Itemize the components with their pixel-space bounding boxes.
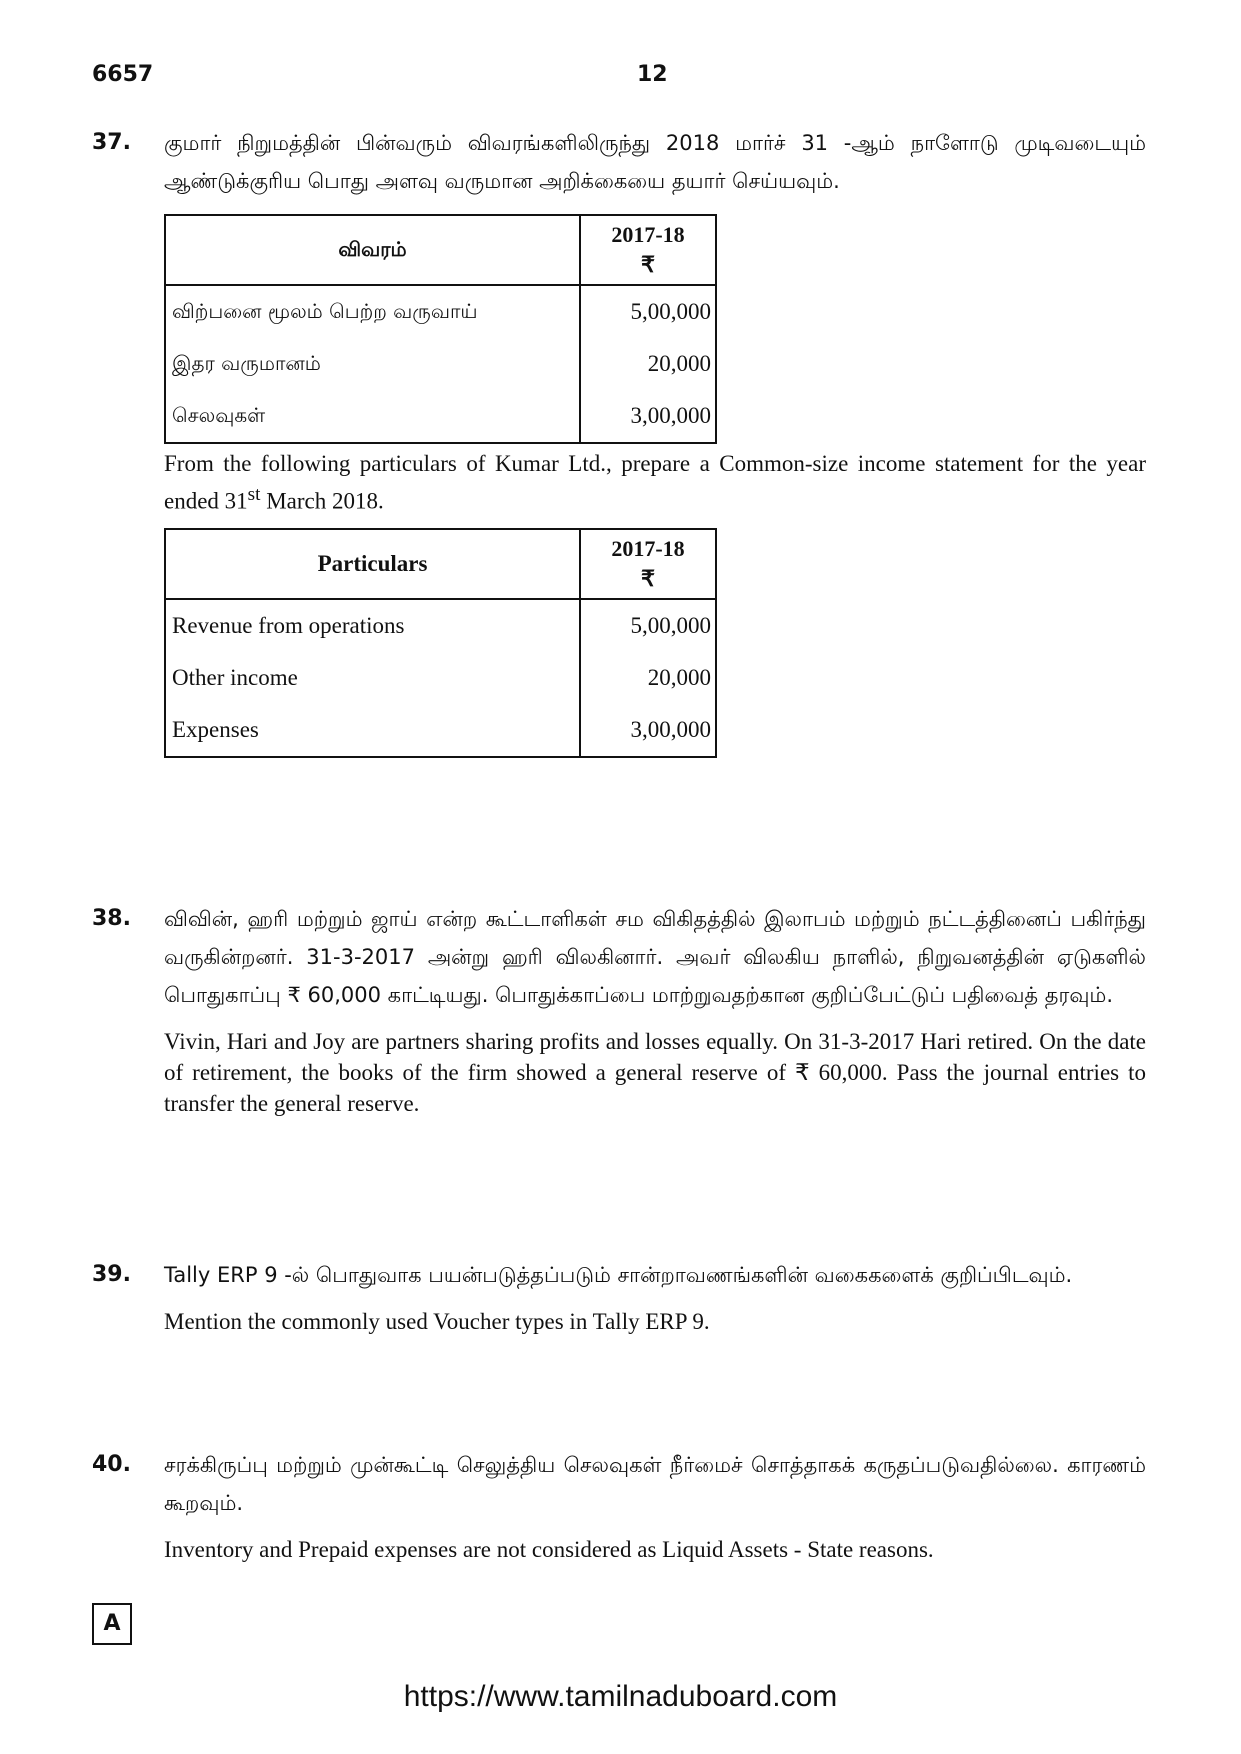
question-text-english: Inventory and Prepaid expenses are not considered as Liquid Assets - State reasons. (164, 1537, 934, 1562)
currency-symbol: ₹ (641, 566, 655, 591)
footer-url[interactable]: https://www.tamilnaduboard.com (403, 1680, 838, 1713)
particulars-table-tamil (164, 214, 717, 444)
row-amount: 3,00,000 (580, 390, 716, 443)
table-row (165, 704, 716, 757)
question-37 (92, 130, 1146, 750)
table-row (165, 390, 716, 443)
row-label: விற்பனை மூலம் பெற்ற வருவாய் (165, 285, 580, 338)
question-text-tamil: சரக்கிருப்பு மற்றும் முன்கூட்டி செலுத்திய செலவுகள் நீர்மைச் சொத்தாகக் கருதப்படுவதில்லை. காரணம் கூறவும். (164, 1453, 1146, 1515)
row-amount: 20,000 (580, 652, 716, 704)
question-39 (92, 1262, 1146, 1392)
page-header (92, 62, 1146, 102)
particulars-table-english (164, 528, 717, 758)
question-text-english: Mention the commonly used Voucher types in Tally ERP 9. (164, 1309, 710, 1334)
question-38 (92, 906, 1146, 1206)
row-label: செலவுகள் (165, 390, 580, 443)
row-label: Expenses (165, 704, 580, 757)
question-number: 37. (92, 130, 131, 155)
column-header-year (580, 215, 716, 285)
table-row (165, 285, 716, 338)
year-label: 2017-18 (611, 222, 685, 247)
question-40 (92, 1452, 1146, 1582)
row-label: இதர வருமானம் (165, 338, 580, 390)
row-amount: 20,000 (580, 338, 716, 390)
superscript-st: st (247, 484, 261, 505)
question-text-english: Vivin, Hari and Joy are partners sharing profits and losses equally. On 31-3-2017 Hari retired. On the date of retirement, the books of the firm showed a general reserve of ₹ 60,000. Pass the journal entries to transfer the general reserve. (164, 1029, 1146, 1116)
column-header-particulars: Particulars (165, 529, 580, 599)
question-text-english: From the following particulars of Kumar Ltd., prepare a Common-size income statement for the year ended 31st March 2018. (164, 451, 1146, 514)
table-row (165, 599, 716, 652)
page-number: 12 (637, 62, 668, 87)
question-text-tamil: குமார் நிறுமத்தின் பின்வரும் விவரங்களிலிருந்து 2018 மார்ச் 31 -ஆம் நாளோடு முடிவடையும் ஆண்டுக்குரிய பொது அளவு வருமான அறிக்கையை தயார் செய்யவும். (164, 131, 1146, 193)
row-amount: 5,00,000 (580, 285, 716, 338)
currency-symbol: ₹ (641, 252, 655, 277)
paper-code: 6657 (92, 62, 154, 87)
row-amount: 3,00,000 (580, 704, 716, 757)
table-row (165, 338, 716, 390)
table-row (165, 652, 716, 704)
row-label: Other income (165, 652, 580, 704)
question-number: 38. (92, 906, 131, 931)
column-header-particulars: விவரம் (165, 215, 580, 285)
question-number: 40. (92, 1452, 131, 1477)
column-header-year (580, 529, 716, 599)
question-text-tamil: Tally ERP 9 -ல் பொதுவாக பயன்படுத்தப்படும் சான்றாவணங்களின் வகைகளைக் குறிப்பிடவும். (164, 1263, 1073, 1287)
row-amount: 5,00,000 (580, 599, 716, 652)
question-paper-series-box: A (92, 1603, 132, 1645)
question-text-tamil: விவின், ஹரி மற்றும் ஜாய் என்ற கூட்டாளிகள் சம விகிதத்தில் இலாபம் மற்றும் நட்டத்தினைப் பகிர்ந்து வருகின்றனர். 31-3-2017 அன்று ஹரி விலகினார். அவர் விலகிய நாளில், நிறுவனத்தின் ஏடுகளில் பொதுகாப்பு ₹ 60,000 காட்டியது. பொதுக்காப்பை மாற்றுவதற்கான குறிப்பேட்டுப் பதிவைத் தரவும். (164, 907, 1146, 1007)
question-number: 39. (92, 1262, 131, 1287)
year-label: 2017-18 (611, 536, 685, 561)
row-label: Revenue from operations (165, 599, 580, 652)
